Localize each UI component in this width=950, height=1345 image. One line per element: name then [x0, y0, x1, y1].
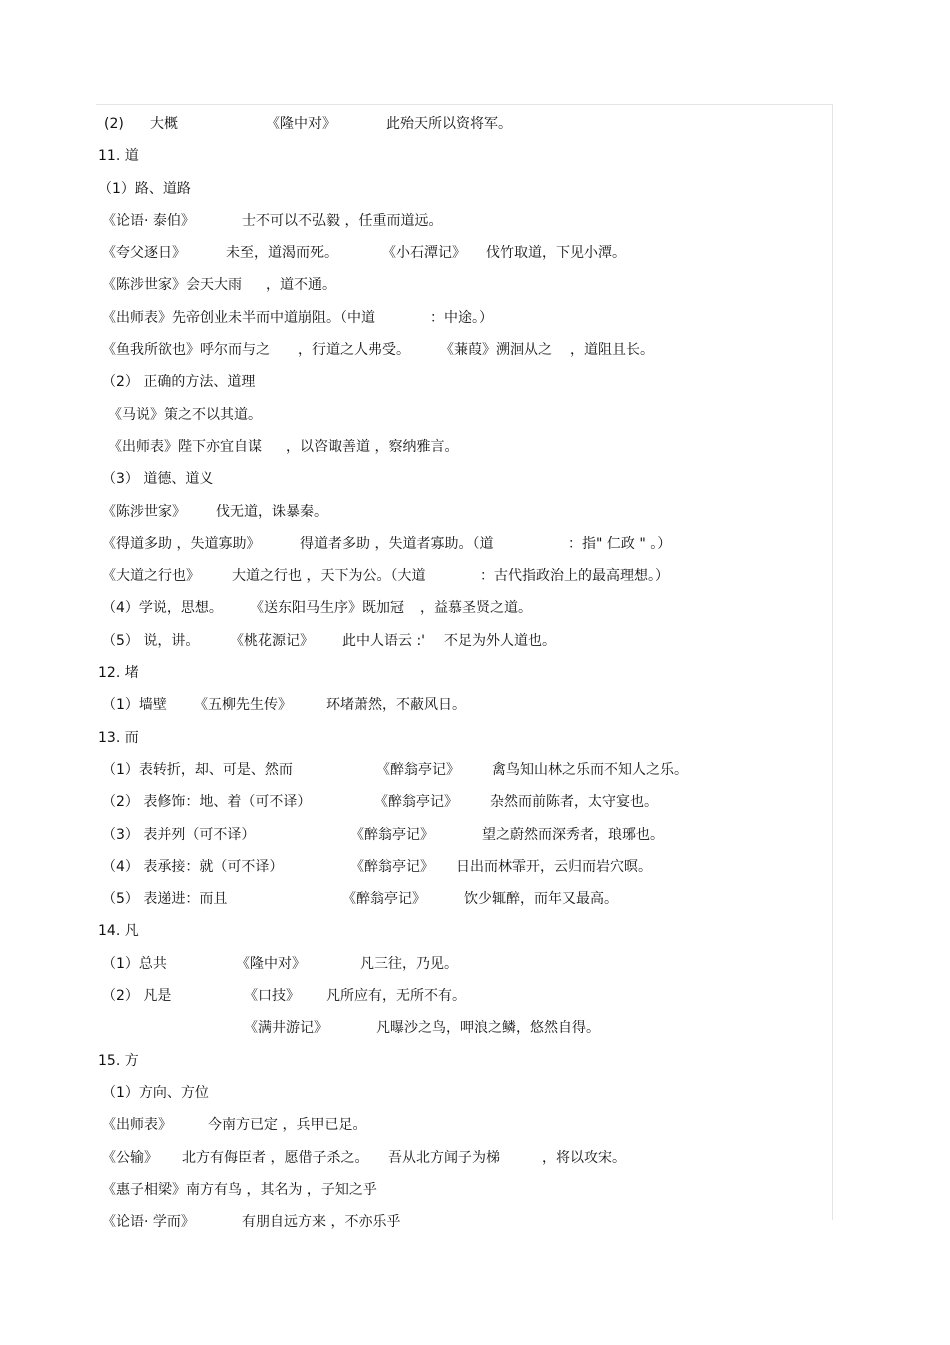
text-segment: 大道之行也 ，天下为公。（大道 [232, 568, 426, 585]
text-segment: （2） 正确的方法、道理 [102, 374, 256, 391]
text-segment: （4） 表承接：就（可不译） [102, 858, 284, 875]
text-line [98, 592, 828, 624]
text-segment: 此中人语云 :' [342, 632, 426, 649]
text-segment: （1）表转折，却、可是、然而 [102, 761, 293, 778]
text-line [98, 496, 828, 528]
text-segment: 北方有侮臣者 ，愿借子杀之。 [182, 1149, 369, 1166]
text-segment: 大概 [150, 116, 178, 132]
page-frame-right [832, 104, 833, 1220]
text-segment: （1）方向、方位 [102, 1084, 209, 1101]
document-body [98, 108, 828, 1238]
text-line [98, 463, 828, 495]
text-segment: （3） 道德、道义 [102, 471, 214, 488]
text-line [98, 819, 828, 851]
text-segment: ，行道之人弗受。 [298, 342, 410, 359]
text-line [98, 786, 828, 818]
text-line [98, 1077, 828, 1109]
text-segment: 凡所应有，无所不有。 [326, 988, 466, 1005]
text-line [98, 366, 828, 398]
text-line [98, 980, 828, 1012]
text-segment: 杂然而前陈者，太守宴也。 [490, 794, 658, 811]
text-segment: （3） 表并列（可不译） [102, 826, 256, 843]
text-segment: 伐无道，诛暴秦。 [216, 503, 328, 520]
text-line [98, 754, 828, 786]
text-line [98, 528, 828, 560]
text-segment: 11. 道 [98, 148, 139, 165]
text-segment: （2） 凡是 [102, 988, 172, 1005]
text-line [98, 237, 828, 269]
text-segment: 《桃花源记》 [230, 632, 314, 649]
text-segment: 伐竹取道，下见小潭。 [486, 245, 626, 262]
text-segment: 士不可以不弘毅 ，任重而道远。 [242, 212, 443, 229]
text-line [98, 948, 828, 980]
text-segment: 凡曝沙之鸟，呷浪之鳞，悠然自得。 [376, 1020, 600, 1037]
text-line [98, 657, 828, 689]
text-segment: 《满井游记》 [244, 1020, 328, 1037]
text-segment: 《惠子相梁》 [102, 1181, 186, 1198]
text-line [98, 1206, 828, 1238]
text-line [98, 1174, 828, 1206]
text-segment: 此殆天所以资将军。 [386, 116, 512, 132]
text-segment: 未至，道渴而死。 [226, 245, 338, 262]
text-segment: 凡三往，乃见。 [360, 955, 458, 972]
text-segment: ：中途。） [430, 309, 493, 326]
text-segment: 《隆中对》 [266, 116, 336, 132]
text-segment: 12. 堵 [98, 665, 139, 682]
text-segment: 《出师表》先帝创业未半而中道崩阻。（中道 [102, 309, 375, 326]
text-line [98, 269, 828, 301]
text-segment: 《大道之行也》 [102, 568, 200, 585]
text-segment: ：古代指政治上的最高理想。） [480, 568, 669, 585]
text-segment: 《小石潭记》 [382, 245, 466, 262]
text-segment: 13. 而 [98, 729, 139, 746]
text-line [98, 1012, 828, 1044]
text-segment: 饮少辄醉，而年又最高。 [464, 891, 618, 908]
text-segment: 有朋自远方来 ，不亦乐乎 [242, 1214, 401, 1231]
text-segment: 吾从北方闻子为梯 [388, 1149, 500, 1166]
text-segment: （1）墙壁 [102, 697, 167, 714]
text-segment: 14. 凡 [98, 923, 139, 940]
text-segment: ，以咨诹善道 ，察纳雅言。 [286, 438, 459, 455]
text-line [98, 883, 828, 915]
text-segment: 不足为外人道也。 [444, 632, 556, 649]
text-segment: 环堵萧然，不蔽风日。 [326, 697, 466, 714]
text-line [98, 1142, 828, 1174]
text-segment: 《送东阳马生序》既加冠 [250, 600, 404, 617]
text-line [98, 399, 828, 431]
text-line [98, 108, 828, 140]
text-segment: 《公输》 [102, 1149, 158, 1166]
text-segment: 15. 方 [98, 1052, 139, 1069]
text-line [98, 1045, 828, 1077]
text-segment: 《鱼我所欲也》呼尔而与之 [102, 342, 270, 359]
text-line [98, 140, 828, 172]
text-segment: （5） 表递进：而且 [102, 891, 228, 908]
text-segment: 《醉翁亭记》 [350, 858, 434, 875]
text-segment: 《醉翁亭记》 [376, 761, 460, 778]
text-line [98, 302, 828, 334]
text-segment: 南方有鸟 ，其名为 ，子知之乎 [186, 1181, 377, 1198]
text-segment: 《得道多助 ，失道寡助》 [102, 535, 261, 552]
text-segment: 《醉翁亭记》 [342, 891, 426, 908]
text-line [98, 560, 828, 592]
text-line [98, 851, 828, 883]
text-segment: （1）路、道路 [98, 180, 191, 197]
text-line [98, 431, 828, 463]
text-line [98, 722, 828, 754]
text-segment: 《出师表》陛下亦宜自谋 [108, 438, 262, 455]
text-segment: 《出师表》 [102, 1117, 172, 1134]
text-segment: ：指" 仁政 " 。） [568, 535, 672, 552]
text-segment: 今南方已定 ，兵甲已足。 [208, 1117, 367, 1134]
text-segment: （5） 说，讲。 [102, 632, 200, 649]
text-segment: 《醉翁亭记》 [374, 794, 458, 811]
text-line [98, 625, 828, 657]
text-segment: ，益慕圣贤之道。 [420, 600, 532, 617]
text-segment: 日出而林霏开，云归而岩穴暝。 [456, 858, 652, 875]
text-line [98, 334, 828, 366]
text-segment: ，道阻且长。 [570, 342, 654, 359]
text-line [98, 173, 828, 205]
text-segment: 《隆中对》 [236, 955, 306, 972]
text-segment: 《五柳先生传》 [194, 697, 292, 714]
text-segment: 《论语· 泰伯》 [102, 212, 195, 229]
text-line [98, 205, 828, 237]
text-segment: 《论语· 学而》 [102, 1214, 195, 1231]
text-segment: （1）总共 [102, 955, 167, 972]
text-segment: 《蒹葭》溯洄从之 [440, 342, 552, 359]
text-segment: 《口技》 [244, 988, 300, 1005]
text-segment: 望之蔚然而深秀者，琅琊也。 [482, 826, 664, 843]
text-segment: 《陈涉世家》 [102, 503, 186, 520]
text-segment: 《陈涉世家》会天大雨 [102, 277, 242, 294]
text-segment: 得道者多助 ，失道者寡助。（道 [300, 535, 494, 552]
text-segment: 《夸父逐日》 [102, 245, 186, 262]
text-segment: 禽鸟知山林之乐而不知人之乐。 [492, 761, 688, 778]
text-segment: 《马说》策之不以其道。 [108, 406, 262, 423]
text-line [98, 915, 828, 947]
text-segment: ，道不通。 [266, 277, 336, 294]
text-segment: ，将以攻宋。 [542, 1149, 626, 1166]
text-segment: （4）学说，思想。 [102, 600, 223, 617]
text-segment: 《醉翁亭记》 [350, 826, 434, 843]
text-segment: (2) [104, 116, 124, 132]
text-line [98, 689, 828, 721]
text-line [98, 1109, 828, 1141]
page-frame-top [96, 104, 833, 105]
text-segment: （2） 表修饰：地、着（可不译） [102, 794, 312, 811]
